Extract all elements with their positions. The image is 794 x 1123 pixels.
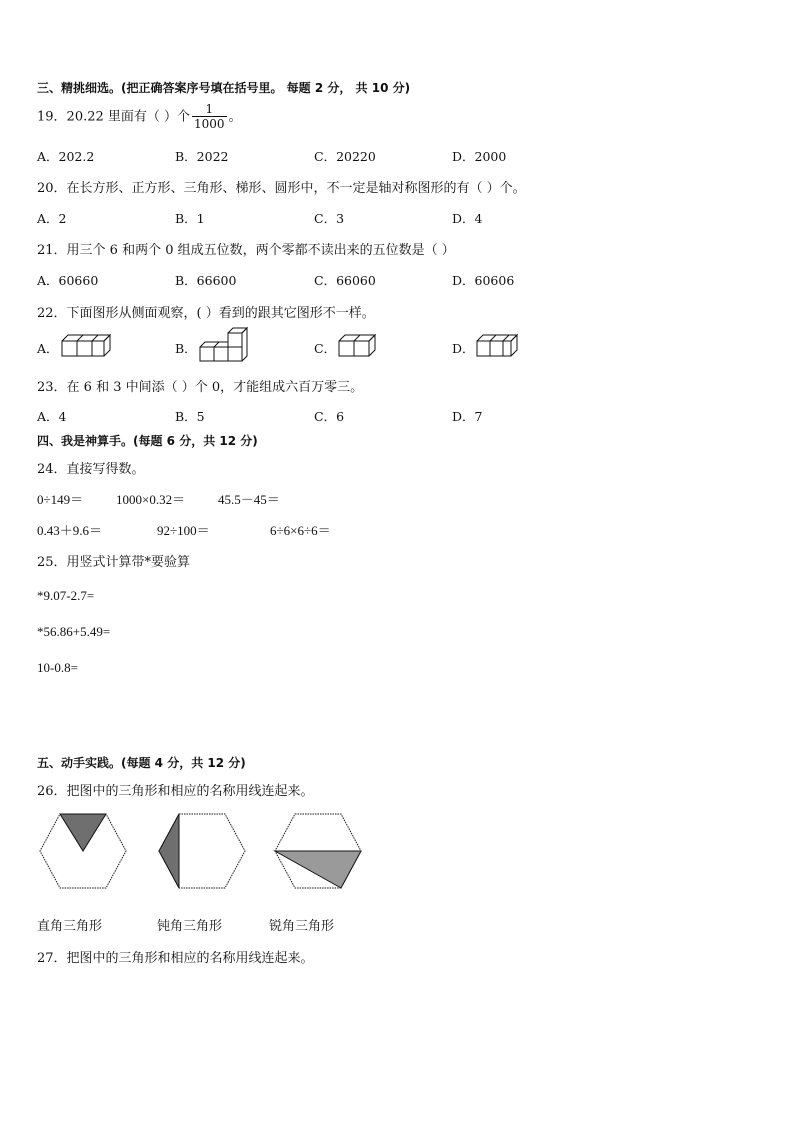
question-24: 24．直接写得数。 [37, 462, 145, 477]
question-20: 20．在长方形、正方形、三角形、梯形、圆形中，不一定是轴对称图形的有（ ）个。 [37, 181, 526, 196]
q24-calc-4[interactable]: 0.43＋9.6＝ [37, 523, 103, 538]
q19-option-c[interactable]: C．20220 [314, 149, 376, 164]
q19-option-b[interactable]: B．2022 [175, 149, 229, 164]
q22-option-b[interactable]: B． [175, 341, 197, 356]
q24-calc-5[interactable]: 92÷100＝ [157, 523, 210, 538]
question-21: 21．用三个 6 和两个 0 组成五位数，两个零都不读出来的五位数是（ ） [37, 243, 455, 258]
q25-item-1[interactable]: *9.07-2.7= [37, 588, 95, 603]
q23-option-a[interactable]: A．4 [37, 409, 67, 424]
question-26: 26．把图中的三角形和相应的名称用线连起来。 [37, 784, 314, 799]
q20-option-b[interactable]: B．1 [175, 211, 205, 226]
q19-fraction [192, 103, 227, 131]
hexagon-figure-3 [273, 813, 363, 890]
question-19 [37, 103, 242, 131]
section4-heading: 四、我是神算手。(每题 6 分，共 12 分) [37, 434, 258, 448]
q21-option-a[interactable]: A．60660 [37, 273, 99, 288]
q22-figure-a-cubes-icon [61, 333, 111, 359]
q24-calc-3[interactable]: 45.5－45＝ [218, 492, 280, 507]
q24-calc-1[interactable]: 0÷149＝ [37, 492, 84, 507]
question-27: 27．把图中的三角形和相应的名称用线连起来。 [37, 951, 314, 966]
q22-figure-d-cubes-icon [476, 333, 518, 359]
triangle-label-obtuse[interactable]: 钝角三角形 [157, 919, 223, 934]
q22-option-c[interactable]: C． [314, 341, 337, 356]
triangle-label-acute[interactable]: 锐角三角形 [269, 919, 335, 934]
q19-prefix: 19．20.22 里面有（ ）个 [37, 109, 191, 125]
q24-calc-2[interactable]: 1000×0.32＝ [116, 492, 186, 507]
question-23: 23．在 6 和 3 中间添（ ）个 0，才能组成六百万零三。 [37, 380, 364, 395]
q19-suffix: 。 [228, 109, 242, 125]
q19-option-d[interactable]: D．2000 [452, 149, 507, 164]
section5-heading: 五、动手实践。(每题 4 分，共 12 分) [37, 756, 246, 770]
q19-option-a[interactable]: A．202.2 [37, 149, 95, 164]
q22-option-d[interactable]: D． [452, 341, 475, 356]
q24-calc-6[interactable]: 6÷6×6÷6＝ [270, 523, 331, 538]
q20-option-d[interactable]: D．4 [452, 211, 483, 226]
q20-option-c[interactable]: C．3 [314, 211, 345, 226]
q21-option-c[interactable]: C．66060 [314, 273, 376, 288]
q22-option-a[interactable]: A． [37, 341, 59, 356]
q22-figure-b-cubes-icon [199, 328, 251, 364]
q23-option-d[interactable]: D．7 [452, 409, 483, 424]
q25-item-2[interactable]: *56.86+5.49= [37, 624, 111, 639]
hexagon-figure-1 [38, 813, 128, 890]
section3-heading: 三、精挑细选。(把正确答案序号填在括号里。 每题 2 分， 共 10 分) [37, 81, 411, 95]
q21-option-d[interactable]: D．60606 [452, 273, 515, 288]
q20-option-a[interactable]: A．2 [37, 211, 67, 226]
hexagon-figure-2 [157, 813, 247, 890]
q21-option-b[interactable]: B．66600 [175, 273, 237, 288]
fraction-numerator: 1 [205, 102, 214, 116]
question-25: 25．用竖式计算带*要验算 [37, 555, 191, 570]
fraction-denominator: 1000 [194, 117, 225, 132]
q25-item-3[interactable]: 10-0.8= [37, 660, 78, 675]
triangle-label-right[interactable]: 直角三角形 [37, 919, 103, 934]
question-22: 22．下面图形从侧面观察，( ）看到的跟其它图形不一样。 [37, 306, 375, 321]
q23-option-b[interactable]: B．5 [175, 409, 205, 424]
q23-option-c[interactable]: C．6 [314, 409, 345, 424]
q22-figure-c-cubes-icon [338, 333, 378, 359]
